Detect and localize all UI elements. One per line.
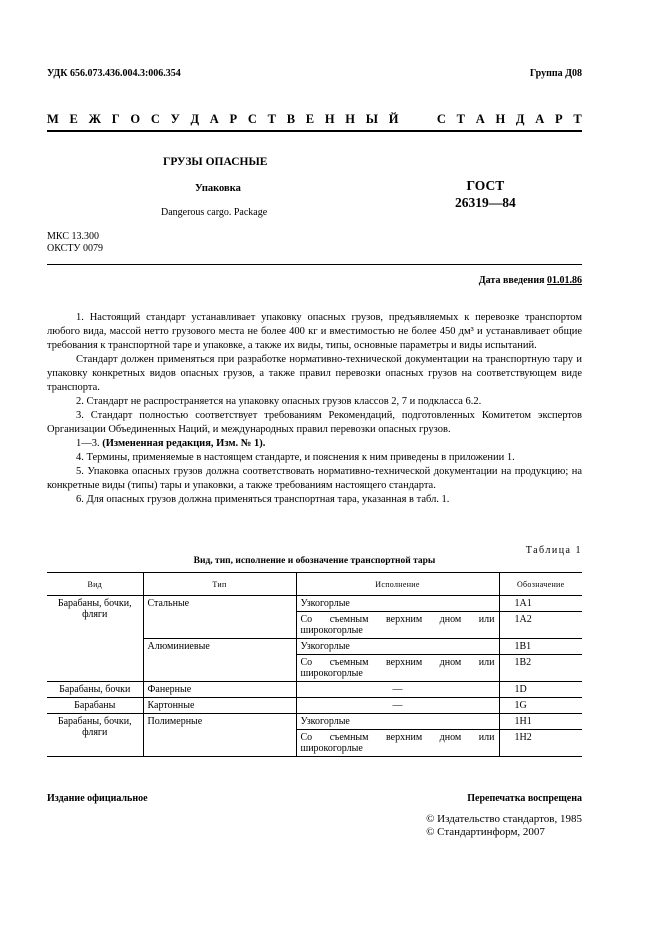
cell-ispolnenie: — bbox=[296, 698, 499, 714]
copyright-2007: © Стандартинформ, 2007 bbox=[426, 826, 545, 838]
cell-code: 1H1 bbox=[499, 714, 582, 730]
paragraph: 4. Термины, применяемые в настоящем стандарте, и пояснения к ним приведены в приложении 1. bbox=[76, 452, 515, 463]
banner-letter bbox=[409, 112, 412, 127]
banner-letter: Т bbox=[573, 112, 582, 126]
paragraph: 3. Стандарт полностью соответствует требованиям Рекомендаций, подготовленных Комитетом экспертов Организации Объединенных Наций, и международных правил перевозки опасных грузов. bbox=[47, 410, 582, 435]
udk-code: УДК 656.073.436.004.3:006.354 bbox=[47, 68, 181, 79]
cell-vid: Барабаны bbox=[47, 698, 143, 714]
cell-vid: Барабаны, бочки, фляги bbox=[47, 596, 143, 682]
banner-letter: С bbox=[436, 112, 446, 126]
amendment-ref: 1—3. bbox=[76, 438, 100, 449]
cell-tip: Фанерные bbox=[143, 682, 296, 698]
banner-letter: Г bbox=[111, 112, 120, 126]
table-header-row bbox=[47, 573, 582, 596]
classification-codes bbox=[47, 231, 103, 255]
banner-letter: Н bbox=[495, 112, 506, 126]
cell-tip: Алюминиевые bbox=[143, 639, 296, 682]
cell-tip: Картонные bbox=[143, 698, 296, 714]
gost-designation bbox=[455, 177, 516, 211]
cell-ispolnenie: — bbox=[296, 682, 499, 698]
paragraph: Стандарт должен применяться при разработке нормативно-технической документации на транспортную тару и упаковку конкретных видов опасных грузов, а также правил перевозки опасных грузов на соответствующем виде транспорта. bbox=[47, 354, 582, 393]
banner-letter: У bbox=[170, 112, 180, 126]
gost-number: 26319—84 bbox=[455, 195, 516, 210]
cell-ispolnenie: Со съемным верхним дном или широкогорлые bbox=[296, 612, 499, 639]
paragraph: 2. Стандарт не распространяется на упаковку опасных грузов классов 2, 7 и подкласса 6.2. bbox=[76, 396, 482, 407]
cell-code: 1B2 bbox=[499, 655, 582, 682]
cell-vid: Барабаны, бочки bbox=[47, 682, 143, 698]
body-text bbox=[47, 311, 582, 507]
reprint-prohibited: Перепечатка воспрещена bbox=[467, 793, 582, 804]
banner-letter: Ж bbox=[88, 112, 101, 126]
copyright-1985: © Издательство стандартов, 1985 bbox=[426, 813, 582, 825]
banner-letter: С bbox=[150, 112, 160, 126]
cell-code: 1H2 bbox=[499, 730, 582, 757]
paragraph: 6. Для опасных грузов должна применяться транспортная тара, указанная в табл. 1. bbox=[76, 494, 450, 505]
banner-letter: В bbox=[286, 112, 296, 126]
banner-letter: Н bbox=[345, 112, 356, 126]
cell-code: 1D bbox=[499, 682, 582, 698]
interstate-standard-banner bbox=[47, 112, 582, 127]
banner-letter: Е bbox=[305, 112, 315, 126]
mks-code: МКС 13.300 bbox=[47, 231, 99, 242]
cell-code: 1A2 bbox=[499, 612, 582, 639]
table-row bbox=[47, 698, 582, 714]
col-header-tip: Тип bbox=[143, 573, 296, 596]
banner-letter: А bbox=[535, 112, 545, 126]
banner-letter: Е bbox=[69, 112, 78, 126]
document-title: ГРУЗЫ ОПАСНЫЕ bbox=[163, 156, 268, 168]
packaging-table bbox=[47, 572, 582, 757]
table-row bbox=[47, 714, 582, 730]
banner-letter: А bbox=[209, 112, 219, 126]
cell-code: 1B1 bbox=[499, 639, 582, 655]
banner-letter: М bbox=[47, 112, 59, 126]
banner-letter: С bbox=[247, 112, 257, 126]
cell-ispolnenie: Со съемным верхним дном или широкогорлые bbox=[296, 730, 499, 757]
group-code: Группа Д08 bbox=[529, 68, 582, 79]
banner-letter: Н bbox=[324, 112, 335, 126]
banner-letter: О bbox=[130, 112, 141, 126]
cell-ispolnenie: Узкогорлые bbox=[296, 714, 499, 730]
cell-tip: Полимерные bbox=[143, 714, 296, 757]
banner-letter: Й bbox=[388, 112, 399, 126]
banner-letter: Д bbox=[190, 112, 200, 126]
gost-label: ГОСТ bbox=[466, 178, 505, 193]
paragraph: 5. Упаковка опасных грузов должна соответствовать нормативно-технической документации на продукцию; на конкретные виды (типы) тары и упаковки, а также требованиям настоящего стандарта. bbox=[47, 466, 582, 491]
amendment-text: (Измененная редакция, Изм. № 1). bbox=[102, 438, 266, 449]
banner-letter: Р bbox=[229, 112, 238, 126]
cell-ispolnenie: Со съемным верхним дном или широкогорлые bbox=[296, 655, 499, 682]
banner-letter: Т bbox=[456, 112, 465, 126]
document-subtitle: Упаковка bbox=[195, 183, 241, 194]
col-header-ispolnenie: Исполнение bbox=[296, 573, 499, 596]
amendment-note bbox=[47, 437, 582, 451]
banner-letter: Т bbox=[267, 112, 276, 126]
table-row bbox=[47, 682, 582, 698]
copyright-block bbox=[426, 813, 582, 839]
official-edition: Издание официальное bbox=[47, 793, 148, 804]
english-title: Dangerous cargo. Package bbox=[161, 207, 268, 218]
banner-letter: Ы bbox=[365, 112, 379, 126]
table-row bbox=[47, 596, 582, 612]
paragraph: 1. Настоящий стандарт устанавливает упаковку опасных грузов, предъявляемых к перевозке транспортом любого вида, массой нетто грузового места не более 400 кг и вместимостью не более 450 дм³ и устанавливает общие требования к транспортной таре и упаковке, а также их виды, типы, основные параметры и виды испытаний. bbox=[47, 312, 582, 351]
table-caption: Вид, тип, исполнение и обозначение транспортной тары bbox=[193, 556, 436, 566]
cell-tip: Стальные bbox=[143, 596, 296, 639]
banner-letter: А bbox=[475, 112, 485, 126]
introduction-date bbox=[479, 275, 582, 286]
banner-rule bbox=[47, 130, 582, 132]
col-header-vid: Вид bbox=[47, 573, 143, 596]
banner-letter bbox=[423, 112, 426, 127]
cell-ispolnenie: Узкогорлые bbox=[296, 639, 499, 655]
cell-code: 1G bbox=[499, 698, 582, 714]
okstu-code: ОКСТУ 0079 bbox=[47, 243, 104, 254]
intro-date-value: 01.01.86 bbox=[547, 275, 582, 286]
title-rule bbox=[47, 264, 582, 265]
intro-date-label: Дата введения bbox=[478, 275, 545, 286]
banner-letter: Р bbox=[554, 112, 563, 126]
table-number: Таблица 1 bbox=[525, 545, 582, 556]
cell-code: 1A1 bbox=[499, 596, 582, 612]
banner-letter: Д bbox=[515, 112, 525, 126]
cell-ispolnenie: Узкогорлые bbox=[296, 596, 499, 612]
cell-vid: Барабаны, бочки, фляги bbox=[47, 714, 143, 757]
col-header-oboznachenie: Обозначение bbox=[499, 573, 582, 596]
